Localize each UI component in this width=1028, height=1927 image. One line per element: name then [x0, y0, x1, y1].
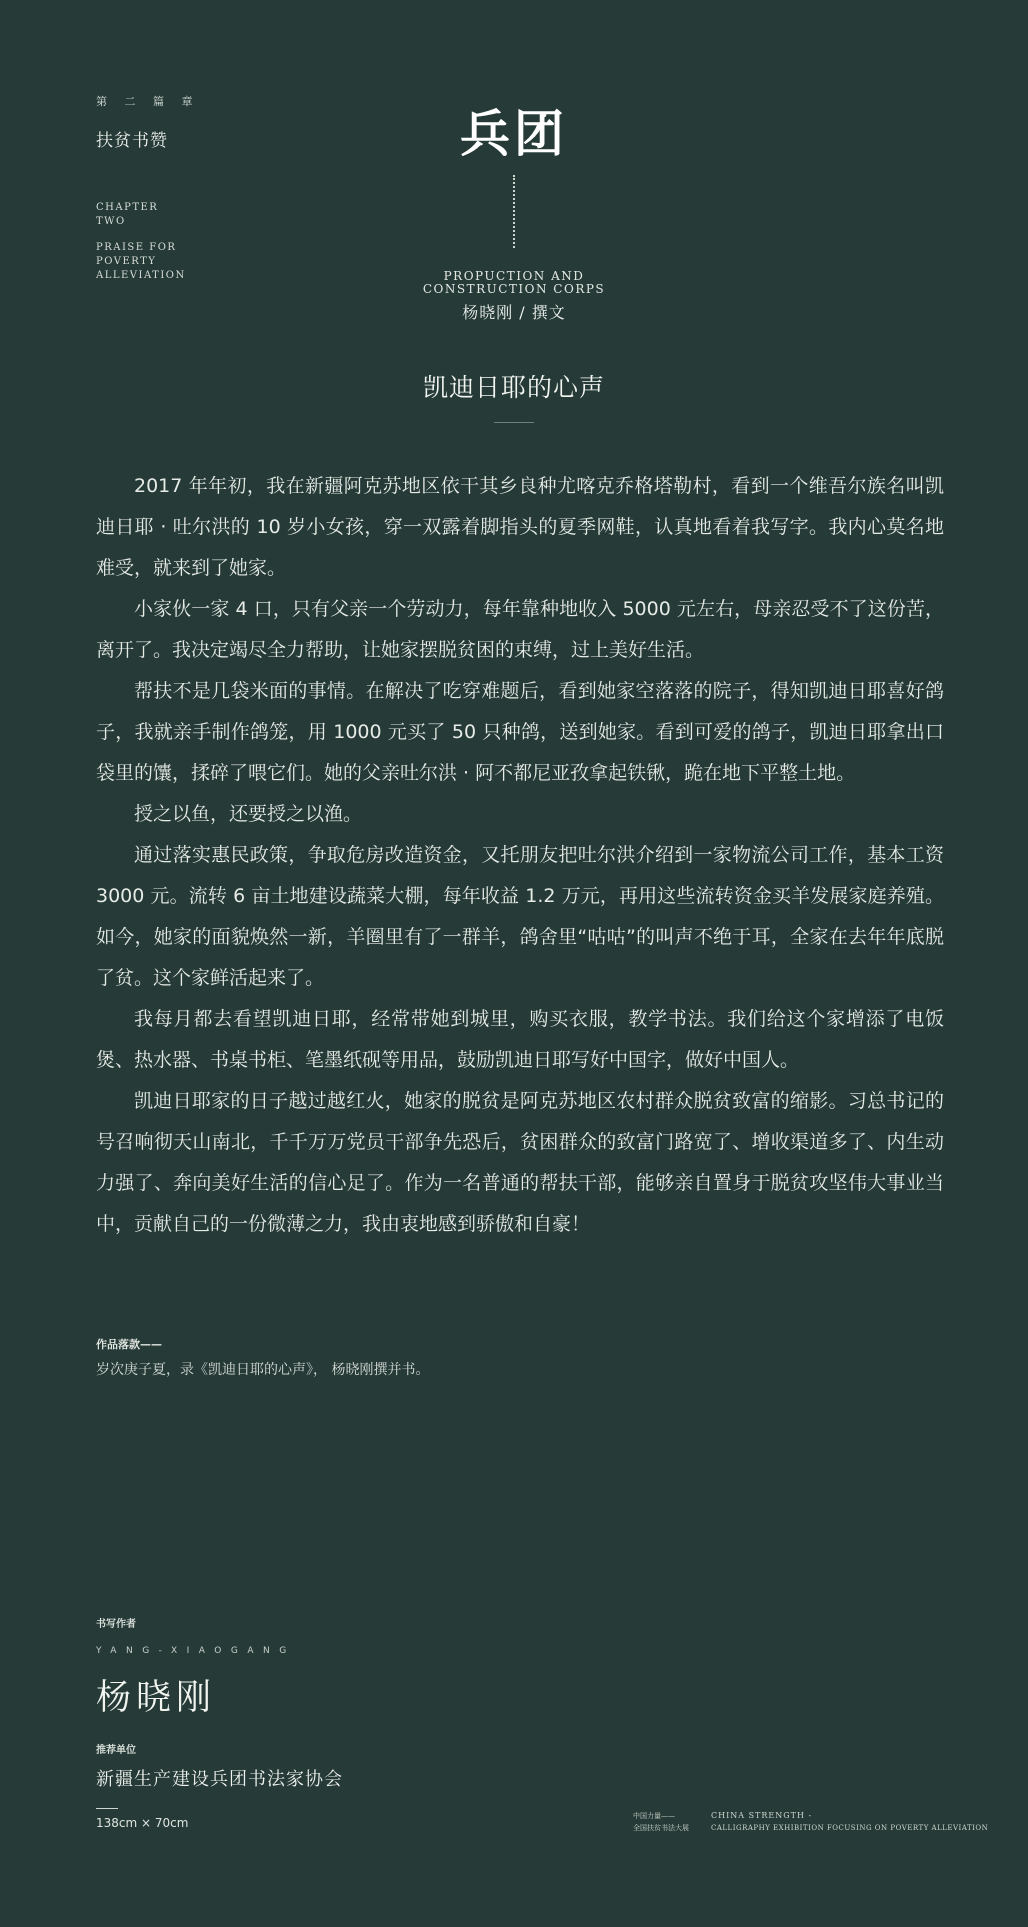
article-paragraph: 小家伙一家 4 口，只有父亲一个劳动力，每年靠种地收入 5000 元左右，母亲忍受不了这份苦，离开了。我决定竭尽全力帮助，让她家摆脱贫困的束缚，过上美好生活。: [96, 598, 944, 661]
chapter-english-line: TWO: [96, 216, 126, 227]
article-paragraph: 我每月都去看望凯迪日耶，经常带她到城里，购买衣服，教学书法。我们给这个家增添了电饭煲、热水器、书桌书柜、笔墨纸砚等用品，鼓励凯迪日耶写好中国字，做好中国人。: [96, 1008, 944, 1071]
size-divider: [96, 1808, 118, 1809]
exhibition-en-label: [711, 1810, 988, 1834]
writer-name: 杨晓刚: [96, 1678, 217, 1718]
article-body: [96, 466, 944, 1245]
section-title: 扶贫书赞: [96, 131, 168, 151]
exhibition-en-line: CALLIGRAPHY EXHIBITION FOCUSING ON POVERTY ALLEVIATION: [711, 1824, 989, 1832]
corps-english-line: PROPUCTION AND: [443, 269, 585, 283]
section-english-line: PRAISE FOR: [96, 242, 177, 253]
signature-label: 作品落款——: [96, 1338, 162, 1351]
signature-text: 岁次庚子夏，录《凯迪日耶的心声》， 杨晓刚撰并书。: [96, 1362, 430, 1378]
article-paragraph: 通过落实惠民政策，争取危房改造资金，又托朋友把吐尔洪介绍到一家物流公司工作，基本工资 3000 元。流转 6 亩土地建设蔬菜大棚，每年收益 1.2 万元，再用这些流转资金买羊发展家庭养殖。如今，她家的面貌焕然一新，羊圈里有了一群羊，鸽舍里“咕咕”的叫声不绝于耳，全家在去年年底脱了贫。这个家鲜活起来了。: [96, 844, 944, 989]
corps-english-name: [0, 270, 1028, 296]
article-paragraph: 凯迪日耶家的日子越过越红火，她家的脱贫是阿克苏地区农村群众脱贫致富的缩影。习总书记的号召响彻天山南北，千千万万党员干部争先恐后，贫困群众的致富门路宽了、增收渠道多了、内生动力强了、奔向美好生活的信心足了。作为一名普通的帮扶干部，能够亲自置身于脱贫攻坚伟大事业当中，贡献自己的一份微薄之力，我由衷地感到骄傲和自豪！: [96, 1090, 944, 1235]
writer-pinyin: YANG-XIAOGANG: [96, 1646, 296, 1656]
article-paragraph: 帮扶不是几袋米面的事情。在解决了吃穿难题后，看到她家空落落的院子，得知凯迪日耶喜好鸽子，我就亲手制作鸽笼，用 1000 元买了 50 只种鸽，送到她家。看到可爱的鸽子，凯迪日耶拿出口袋里的馕，揉碎了喂它们。她的父亲吐尔洪 · 阿不都尼亚孜拿起铁锹，跪在地下平整土地。: [96, 680, 944, 784]
article-paragraph: 2017 年年初，我在新疆阿克苏地区依干其乡良种尤喀克乔格塔勒村，看到一个维吾尔族名叫凯迪日耶 · 吐尔洪的 10 岁小女孩，穿一双露着脚指头的夏季网鞋，认真地看着我写字。我内心莫名地难受，就来到了她家。: [96, 475, 944, 579]
article-title: 凯迪日耶的心声: [422, 373, 605, 402]
chapter-english-label: [96, 201, 158, 229]
section-english-line: ALLEVIATION: [96, 270, 186, 281]
dotted-divider: [513, 175, 515, 248]
exhibition-cn-label: [633, 1810, 689, 1834]
chapter-number-label: 第 二 篇 章: [96, 95, 200, 108]
chapter-english-line: CHAPTER: [96, 202, 159, 213]
article-paragraph: 授之以鱼，还要授之以渔。: [134, 803, 363, 825]
exhibition-cn-line: 中国力量——: [633, 1812, 675, 1820]
artwork-size: 138cm × 70cm: [96, 1816, 189, 1830]
corps-english-line: CONSTRUCTION CORPS: [422, 282, 606, 296]
author-byline: 杨晓刚 / 撰文: [462, 303, 566, 322]
title-divider: [494, 422, 534, 423]
section-english-line: POVERTY: [96, 256, 157, 267]
exhibition-cn-line: 全国扶贫书法大展: [633, 1824, 689, 1832]
recommending-org-label: 推荐单位: [96, 1745, 136, 1756]
exhibition-en-line: CHINA STRENGTH -: [711, 1811, 813, 1820]
writer-label: 书写作者: [96, 1619, 136, 1630]
recommending-org-name: 新疆生产建设兵团书法家协会: [96, 1769, 343, 1790]
corps-title: 兵团: [460, 104, 568, 163]
